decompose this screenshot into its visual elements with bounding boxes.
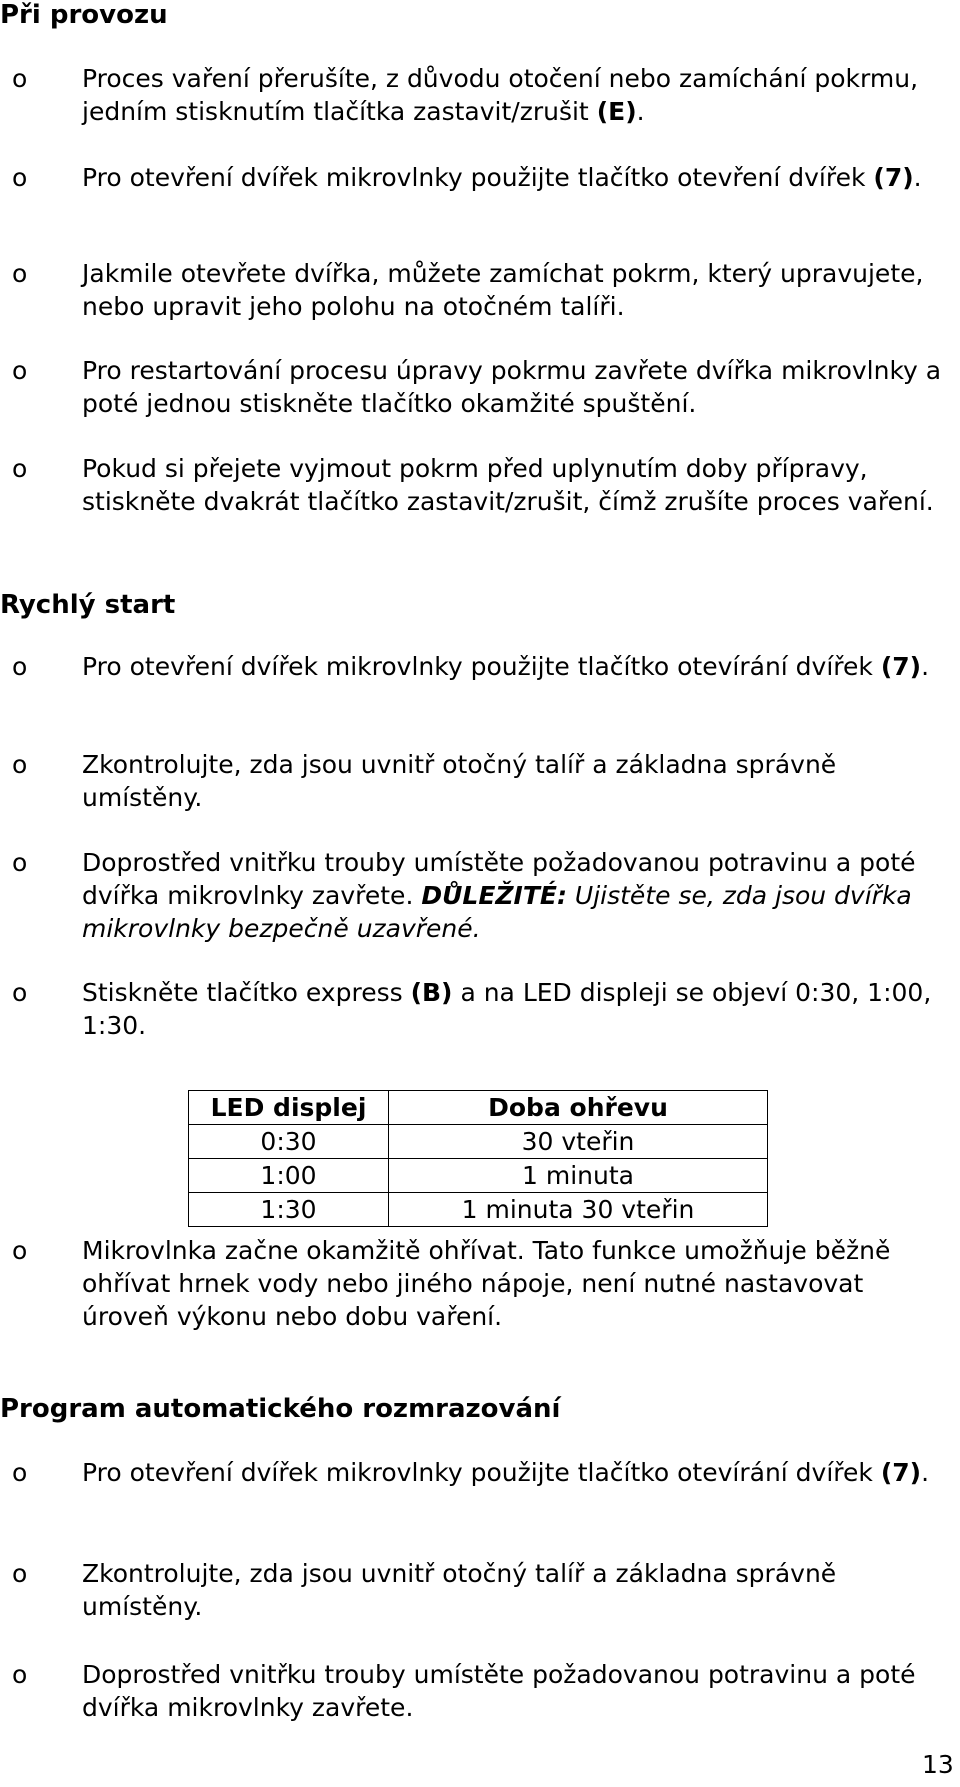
bullet-marker: o (12, 356, 28, 385)
table-cell: 30 vteřin (389, 1125, 768, 1159)
list-item: o Proces vaření přerušíte, z důvodu otočení nebo zamíchání pokrmu, jedním stisknutím tlačítka zastavit/zrušit (E). (12, 64, 919, 126)
table-cell: 1 minuta (389, 1159, 768, 1193)
table-cell: 1:00 (189, 1159, 389, 1193)
bullet-marker: o (12, 64, 28, 93)
list-item: o Pro otevření dvířek mikrovlnky použijte tlačítko otevírání dvířek (7). (12, 1458, 930, 1487)
bullet-marker: o (12, 1660, 28, 1689)
list-item: o Pro otevření dvířek mikrovlnky použijte tlačítko otevření dvířek (7). (12, 163, 922, 192)
list-item: o Stiskněte tlačítko express (B) a na LED displeji se objeví 0:30, 1:00, 1:30. (12, 978, 932, 1040)
bullet-marker: o (12, 652, 28, 681)
led-display-table (188, 1090, 768, 1227)
table-row (189, 1159, 768, 1193)
table-cell: 1 minuta 30 vteřin (389, 1193, 768, 1227)
bullet-marker: o (12, 1236, 28, 1265)
section-heading-quick-start: Rychlý start (0, 590, 176, 620)
list-item: o Pro restartování procesu úpravy pokrmu zavřete dvířka mikrovlnky a poté jednou stiskněte tlačítko okamžité spuštění. (12, 356, 942, 418)
table-row (189, 1193, 768, 1227)
page-number: 13 (922, 1750, 954, 1779)
list-item: o Zkontrolujte, zda jsou uvnitř otočný talíř a základna správně umístěny. (12, 750, 837, 812)
bullet-marker: o (12, 1559, 28, 1588)
bullet-marker: o (12, 259, 28, 288)
list-item: o Pro otevření dvířek mikrovlnky použijte tlačítko otevírání dvířek (7). (12, 652, 930, 681)
table-cell: 1:30 (189, 1193, 389, 1227)
list-item: o Mikrovlnka začne okamžitě ohřívat. Tato funkce umožňuje běžně ohřívat hrnek vody nebo jiného nápoje, není nutné nastavovat úroveň výkonu nebo dobu vaření. (12, 1236, 891, 1331)
table-header-cell: Doba ohřevu (389, 1091, 768, 1125)
list-item: o Doprostřed vnitřku trouby umístěte požadovanou potravinu a poté dvířka mikrovlnky zavřete. (12, 1660, 916, 1722)
important-label: DŮLEŽITÉ: (421, 881, 567, 910)
bullet-marker: o (12, 454, 28, 483)
bullet-marker: o (12, 978, 28, 1007)
section-heading-operation: Při provozu (0, 0, 168, 30)
list-item: o Pokud si přejete vyjmout pokrm před uplynutím doby přípravy, stiskněte dvakrát tlačítko zastavit/zrušit, čímž zrušíte proces vaření. (12, 454, 934, 516)
table-header-row (189, 1091, 768, 1125)
list-item: o Zkontrolujte, zda jsou uvnitř otočný talíř a základna správně umístěny. (12, 1559, 837, 1621)
bullet-marker: o (12, 1458, 28, 1487)
bullet-marker: o (12, 848, 28, 877)
list-item: o Jakmile otevřete dvířka, můžete zamíchat pokrm, který upravujete, nebo upravit jeho polohu na otočném talíři. (12, 259, 924, 321)
section-heading-auto-defrost: Program automatického rozmrazování (0, 1394, 561, 1424)
bullet-marker: o (12, 163, 28, 192)
table-header-cell: LED displej (189, 1091, 389, 1125)
list-item: o Doprostřed vnitřku trouby umístěte požadovanou potravinu a poté dvířka mikrovlnky zavřete. DŮLEŽITÉ: Ujistěte se, zda jsou dvířka mikrovlnky bezpečně uzavřené. (12, 848, 916, 943)
table-row (189, 1125, 768, 1159)
bullet-marker: o (12, 750, 28, 779)
table-cell: 0:30 (189, 1125, 389, 1159)
